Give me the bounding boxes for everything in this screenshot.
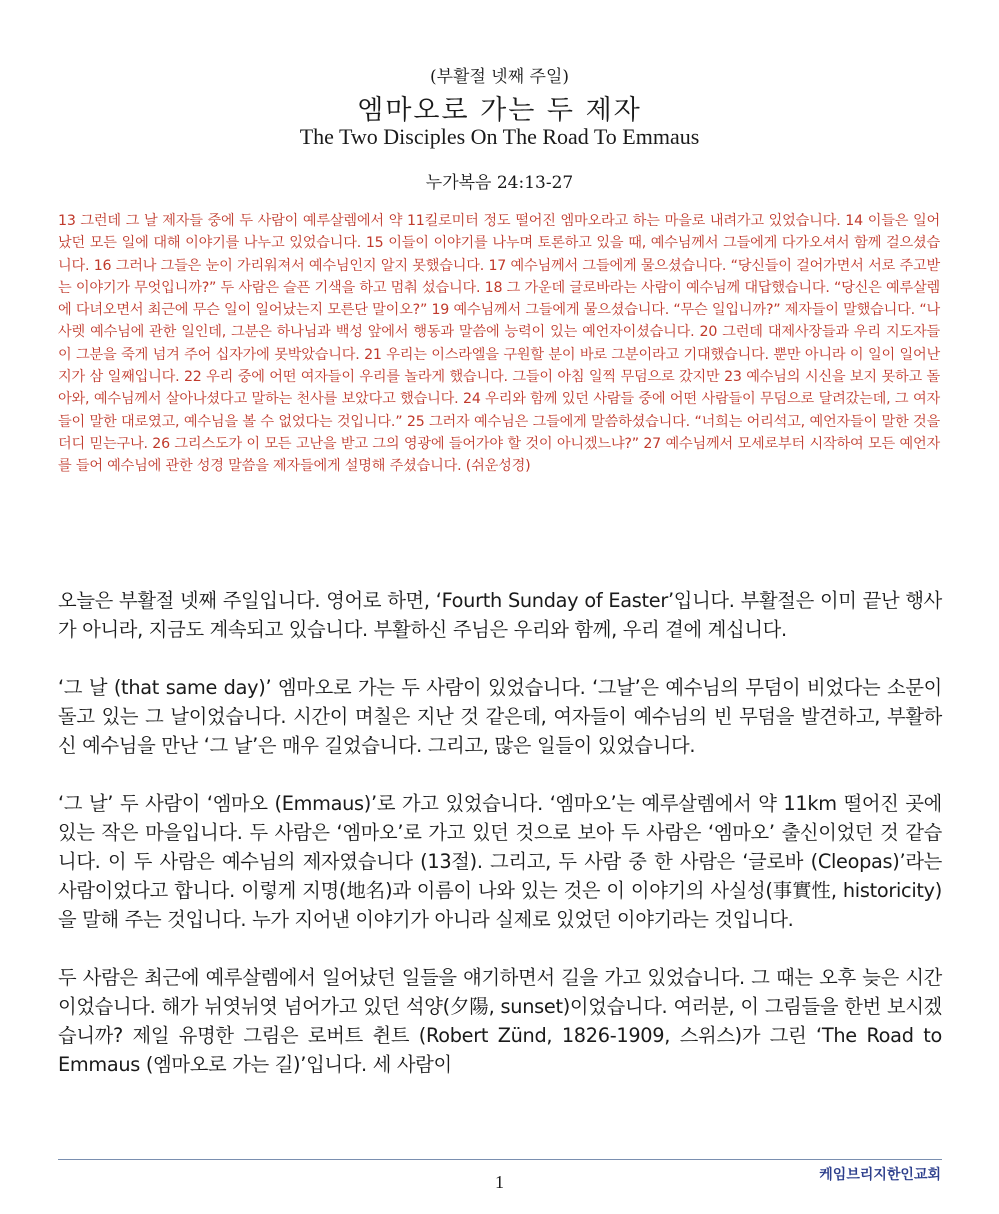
page-title-english: The Two Disciples On The Road To Emmaus [299, 124, 700, 149]
sermon-body [58, 586, 942, 1108]
footer-divider [58, 1159, 942, 1160]
sermon-paragraph: 오늘은 부활절 넷째 주일입니다. 영어로 하면, ‘Fourth Sunday of Easter’입니다. 부활절은 이미 끝난 행사가 아니라, 지금도 계속되고 있습니다. 부활하신 주님은 우리와 함께, 우리 곁에 계십니다. [58, 589, 942, 641]
sermon-paragraph: ‘그 날 (that same day)’ 엠마오로 가는 두 사람이 있었습니다. ‘그날’은 예수님의 무덤이 비었다는 소문이 돌고 있는 그 날이었습니다. 시간이 며칠은 지난 것 같은데, 여자들이 예수님의 빈 무덤을 발견하고, 부활하신 예수님을 만난 ‘그 날’은 매우 길었습니다. 그리고, 많은 일들이 있었습니다. [58, 676, 942, 757]
page-number: 1 [495, 1172, 504, 1192]
page-title-korean: 엠마오로 가는 두 제자 [357, 95, 642, 126]
church-name: 케임브리지한인교회 [819, 1167, 941, 1183]
scripture-reading: 13 그런데 그 날 제자들 중에 두 사람이 예루살렘에서 약 11킬로미터 정도 떨어진 엠마오라고 하는 마을로 내려가고 있었습니다. 14 이들은 일어났던 모든 일에 대해 이야기를 나누고 있었습니다. 15 이들이 이야기를 나누며 토론하고 있을 때, 예수님께서 그들에게 다가오셔서 함께 걸으셨습니다. 16 그러나 그들은 눈이 가리워져서 예수님인지 알지 못했습니다. 17 예수님께서 그들에게 물으셨습니다. “당신들이 걸어가면서 서로 주고받는 이야기가 무엇입니까?” 두 사람은 슬픈 기색을 하고 멈춰 섰습니다. 18 그 가운데 글로바라는 사람이 예수님께 대답했습니다. “당신은 예루살렘에 다녀오면서 최근에 무슨 일이 일어났는지 모른단 말이오?” 19 예수님께서 그들에게 물으셨습니다. “무슨 일입니까?” 제자들이 말했습니다. “나사렛 예수님에 관한 일인데, 그분은 하나님과 백성 앞에서 행동과 말씀에 능력이 있는 예언자이셨습니다. 20 그런데 대제사장들과 우리 지도자들이 그분을 죽게 넘겨 주어 십자가에 못박았습니다. 21 우리는 이스라엘을 구원할 분이 바로 그분이라고 기대했습니다. 뿐만 아니라 이 일이 일어난 지가 삼 일째입니다. 22 우리 중에 어떤 여자들이 우리를 놀라게 했습니다. 그들이 아침 일찍 무덤으로 갔지만 23 예수님의 시신을 보지 못하고 돌아와, 예수님께서 살아나셨다고 말하는 천사를 보았다고 했습니다. 24 우리와 함께 있던 사람들 중에 어떤 사람들이 무덤으로 달려갔는데, 그 여자들이 말한 대로였고, 예수님을 볼 수 없었다는 것입니다.” 25 그러자 예수님은 그들에게 말씀하셨습니다. “너희는 어리석고, 예언자들이 말한 것을 더디 믿는구나. 26 그리스도가 이 모든 고난을 받고 그의 영광에 들어가야 할 것이 아니겠느냐?” 27 예수님께서 모세로부터 시작하여 모든 예언자를 들어 예수님에 관한 성경 말씀을 제자들에게 설명해 주셨습니다. (쉬운성경) [58, 213, 940, 475]
sermon-paragraph: 두 사람은 최근에 예루살렘에서 일어났던 일들을 얘기하면서 길을 가고 있었습니다. 그 때는 오후 늦은 시간이었습니다. 해가 뉘엿뉘엿 넘어가고 있던 석양(夕陽, sunset)이었습니다. 여러분, 이 그림들을 한번 보시겠습니까? 제일 유명한 그림은 로버트 췬트 (Robert Zünd, 1826-1909, 스위스)가 그린 ‘The Road to Emmaus (엠마오로 가는 길)’입니다. 세 사람이 [58, 966, 942, 1076]
sermon-paragraph: ‘그 날’ 두 사람이 ‘엠마오 (Emmaus)’로 가고 있었습니다. ‘엠마오’는 예루살렘에서 약 11km 떨어진 곳에 있는 작은 마을입니다. 두 사람은 ‘엠마오’로 가고 있던 것으로 보아 두 사람은 ‘엠마오’ 출신이었던 것 같습니다. 이 두 사람은 예수님의 제자였습니다 (13절). 그리고, 두 사람 중 한 사람은 ‘글로바 (Cleopas)’라는 사람이었다고 합니다. 이렇게 지명(地名)과 이름이 나와 있는 것은 이 이야기의 사실성(事實性, historicity)을 말해 주는 것입니다. 누가 지어낸 이야기가 아니라 실제로 있었던 이야기라는 것입니다. [58, 792, 942, 931]
scripture-reference: 누가복음 24:13-27 [425, 173, 574, 193]
occasion-label: (부활절 넷째 주일) [429, 67, 570, 87]
